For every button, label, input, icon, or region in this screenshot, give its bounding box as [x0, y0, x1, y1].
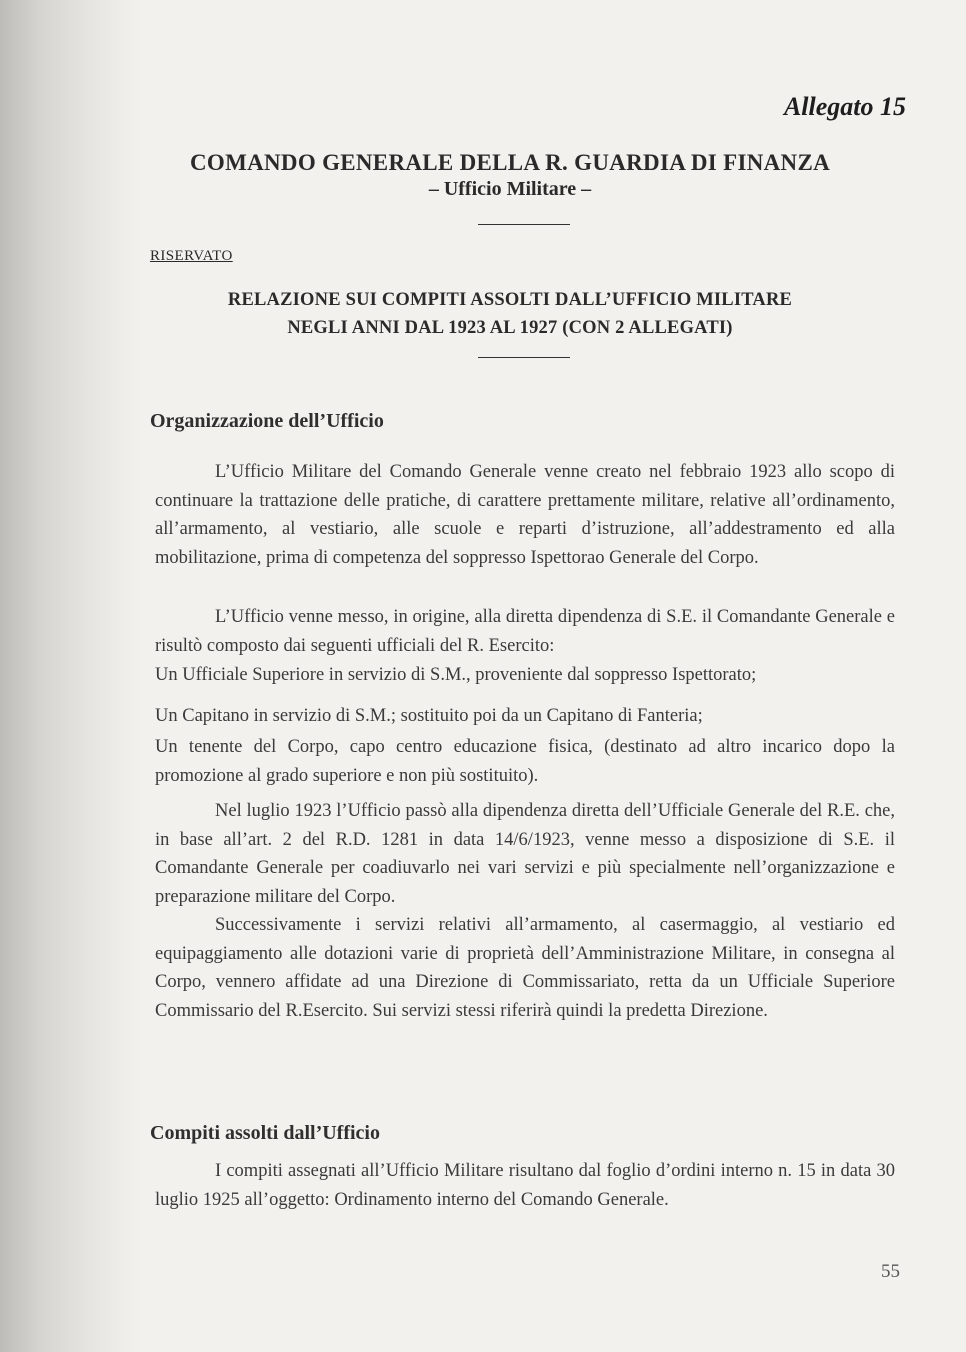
page-number: 55	[881, 1261, 900, 1282]
paragraph: L’Ufficio venne messo, in origine, alla diretta dipendenza di S.E. il Comandante Generale e risultò composto dai seguenti ufficiali del R. Esercito:	[155, 607, 895, 656]
section-heading-organization: Organizzazione dell’Ufficio	[150, 410, 384, 432]
divider-rule	[478, 357, 570, 358]
officer-list-item: Un tenente del Corpo, capo centro educazione fisica, (destinato ad altro incarico dopo la promozione al grado superiore e non più sostituito).	[155, 737, 895, 786]
paragraph: Nel luglio 1923 l’Ufficio passò alla dipendenza diretta dell’Ufficiale Generale del R.E. che, in base all’art. 2 del R.D. 1281 in data 14/6/1923, venne messo a disposizione di S.E. il Comandante Generale per coadiuvarlo nei vari servizi e più specialmente nell’organizzazione e preparazione militare del Corpo.	[155, 801, 895, 907]
report-title-line2: NEGLI ANNI DAL 1923 AL 1927 (CON 2 ALLEGATI)	[287, 318, 733, 338]
paragraph: I compiti assegnati all’Ufficio Militare risultano dal foglio d’ordini interno n. 15 in data 30 luglio 1925 all’oggetto: Ordinamento interno del Comando Generale.	[155, 1161, 895, 1210]
report-title-line1: RELAZIONE SUI COMPITI ASSOLTI DALL’UFFICIO MILITARE	[227, 290, 793, 310]
paragraph: L’Ufficio Militare del Comando Generale venne creato nel febbraio 1923 allo scopo di continuare la trattazione delle pratiche, di carattere prettamente militare, relative all’ordinamento, all’armamento, al vestiario, alle scuole e reparti d’istruzione, all’addestramento ed alla mobilitazione, prima di competenza del soppresso Ispettorao Generale del Corpo.	[155, 462, 895, 568]
classification-label: RISERVATO	[150, 248, 233, 264]
paragraph: Successivamente i servizi relativi all’armamento, al casermaggio, al vestiario ed equipaggiamento alle dotazioni varie di proprietà dell’Amministrazione Militare, in consegna al Corpo, vennero affidate ad una Direzione di Commissariato, retta da un Ufficiale Superiore Commissario del R.Esercito. Sui servizi stessi riferirà quindi la predetta Direzione.	[155, 915, 895, 1021]
officer-list-item: Un Ufficiale Superiore in servizio di S.M., proveniente dal soppresso Ispettorato;	[155, 665, 757, 685]
officer-list-item: Un Capitano in servizio di S.M.; sostituito poi da un Capitano di Fanteria;	[155, 706, 703, 726]
annex-label: Allegato 15	[783, 92, 906, 121]
section-heading-tasks: Compiti assolti dall’Ufficio	[150, 1122, 380, 1144]
document-title: COMANDO GENERALE DELLA R. GUARDIA DI FINANZA	[189, 150, 830, 175]
divider-rule	[478, 224, 570, 225]
document-subtitle: – Ufficio Militare –	[428, 178, 592, 200]
